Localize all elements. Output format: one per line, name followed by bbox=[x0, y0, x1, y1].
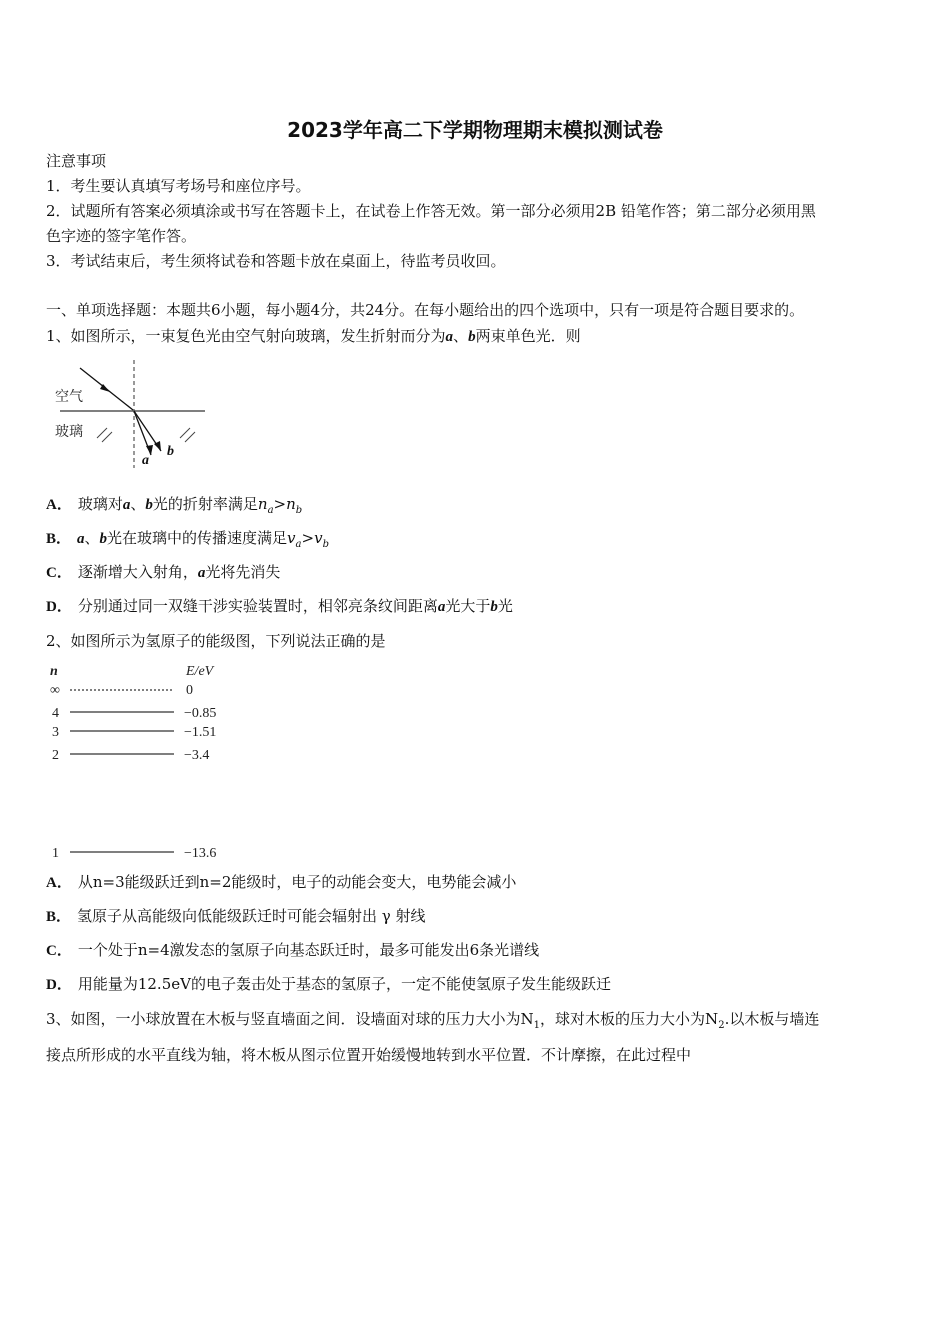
q1-option-c[interactable]: C． 逐渐增大入射角，a光将先消失 bbox=[46, 563, 281, 581]
section-heading: 一、单项选择题：本题共6小题，每小题4分，共24分。在每小题给出的四个选项中，只有一项是符合题目要求的。 bbox=[46, 301, 805, 319]
notice-item: 1．考生要认真填写考场号和座位序号。 bbox=[46, 177, 311, 195]
level-n: 4 bbox=[52, 706, 59, 721]
q2-option-b[interactable]: B． 氢原子从高能级向低能级跃迁时可能会辐射出 γ 射线 bbox=[46, 907, 426, 925]
q3-stem-line1: 3、如图，一小球放置在木板与竖直墙面之间．设墙面对球的压力大小为$N_1$，球对木板的压力大小为$N_2$.以木板与墙连 bbox=[46, 1010, 820, 1031]
level-energy: −3.4 bbox=[184, 748, 210, 763]
level-n: 3 bbox=[52, 725, 59, 740]
notice-item: 3．考试结束后，考生须将试卷和答题卡放在桌面上，待监考员收回。 bbox=[46, 252, 506, 270]
q1-option-b[interactable]: B． a、b光在玻璃中的传播速度满足$v_a>v_b$ bbox=[46, 529, 329, 550]
energy-level-diagram bbox=[46, 660, 246, 866]
q3-stem-line2: 接点所形成的水平直线为轴，将木板从图示位置开始缓慢地转到水平位置．不计摩擦，在此过程中 bbox=[46, 1046, 692, 1064]
q2-option-c[interactable]: C． 一个处于n=4激发态的氢原子向基态跃迁时，最多可能发出6条光谱线 bbox=[46, 941, 540, 959]
level-energy: 0 bbox=[186, 683, 193, 698]
level-energy: −1.51 bbox=[184, 725, 217, 740]
air-label: 空气 bbox=[55, 389, 83, 405]
level-energy: −13.6 bbox=[184, 846, 217, 861]
level-n: 2 bbox=[52, 748, 59, 763]
q2-stem: 2、如图所示为氢原子的能级图，下列说法正确的是 bbox=[46, 632, 386, 650]
q2-option-a[interactable]: A． 从n=3能级跃迁到n=2能级时，电子的动能会变大，电势能会减小 bbox=[46, 873, 517, 891]
ray-a-label: a bbox=[142, 453, 149, 468]
q2-option-d[interactable]: D． 用能量为12.5eV的电子轰击处于基态的氢原子，一定不能使氢原子发生能级跃迁 bbox=[46, 975, 611, 993]
q1-option-a[interactable]: A． 玻璃对a、b光的折射率满足$n_a>n_b$ bbox=[46, 495, 303, 516]
page-title: 2023学年高二下学期物理期末模拟测试卷 bbox=[287, 118, 663, 142]
q1-stem: 1、如图所示，一束复色光由空气射向玻璃，发生折射而分为a、b两束单色光．则 bbox=[46, 327, 581, 345]
q1-option-d[interactable]: D． 分别通过同一双缝干涉实验装置时，相邻亮条纹间距离a光大于b光 bbox=[46, 597, 513, 615]
level-n: 1 bbox=[52, 846, 59, 861]
refraction-figure bbox=[50, 358, 210, 470]
notice-heading: 注意事项 bbox=[46, 152, 107, 170]
energy-axis-label: E/eV bbox=[186, 664, 214, 679]
notice-item: 色字迹的签字笔作答。 bbox=[46, 227, 197, 245]
level-n: ∞ bbox=[50, 683, 60, 698]
notice-item: 2．试题所有答案必须填涂或书写在答题卡上，在试卷上作答无效。第一部分必须用2B 铅笔作答；第二部分必须用黑 bbox=[46, 202, 816, 220]
ray-b-label: b bbox=[167, 444, 174, 459]
glass-label: 玻璃 bbox=[55, 424, 83, 440]
level-energy: −0.85 bbox=[184, 706, 217, 721]
n-axis-label: n bbox=[50, 664, 58, 679]
